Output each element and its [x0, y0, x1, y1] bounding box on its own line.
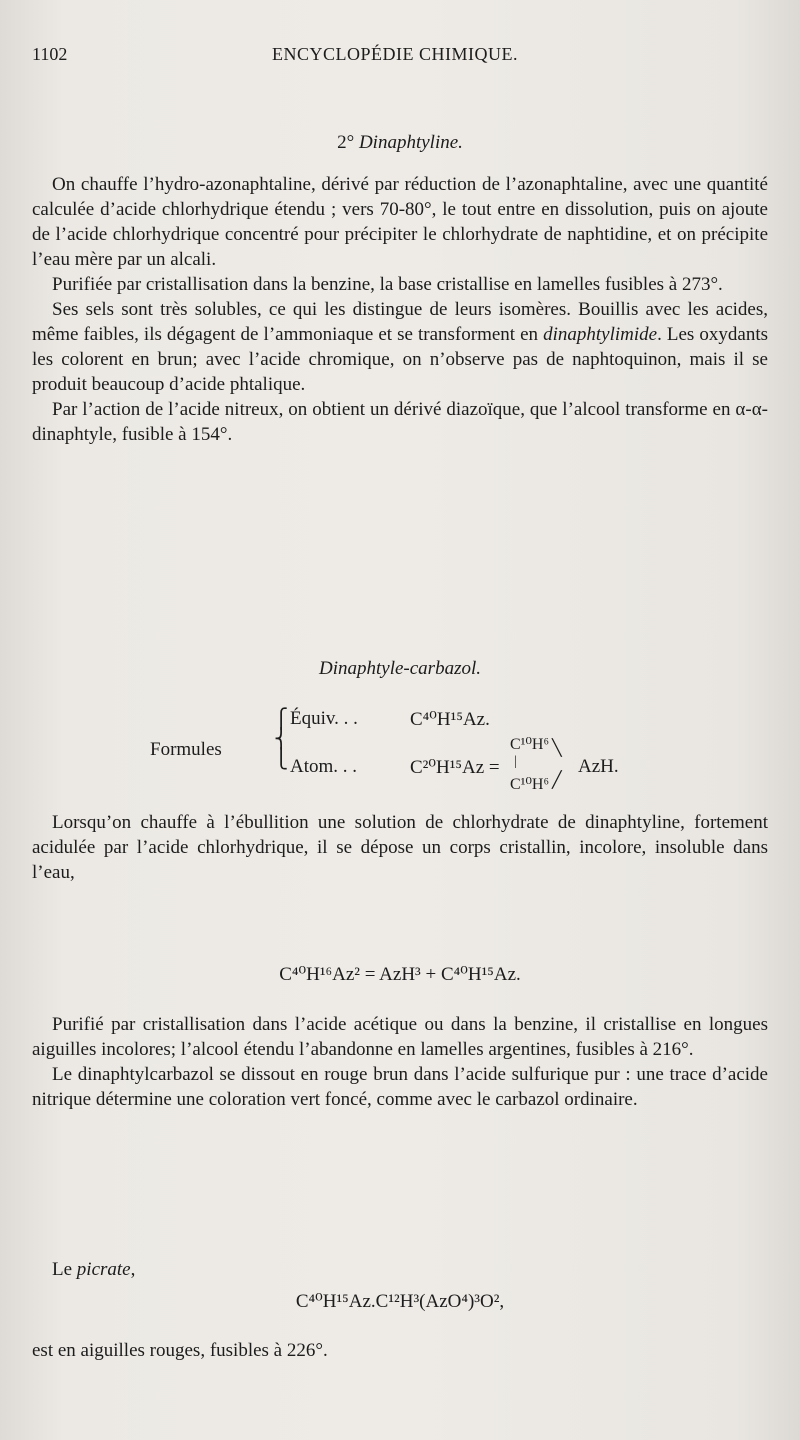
paragraph-text: Ses sels sont très solubles, ce qui les distingue de leurs isomères. Bouillis avec les acides, même faibles, ils dégagent de l’ammoniaque et se transforment en: [32, 299, 768, 345]
section-name: Dinaphtyline.: [358, 132, 463, 153]
picrate-formula: C⁴⁰H¹⁵Az.C¹²H³(AzO⁴)³O²,: [295, 1291, 505, 1312]
text-block-3: [32, 1012, 768, 1112]
atom-label: Atom. . .: [290, 756, 358, 777]
paragraph: Le dinaphtylcarbazol se dissout en rouge brun dans l’acide sulfurique pur : une trace d’acide nitrique détermine une coloration vert foncé, comme avec le carbazol ordinaire.: [32, 1064, 768, 1110]
bond-up: ╱: [552, 772, 562, 789]
bond-vertical: |: [514, 754, 517, 769]
atom-bottom: C¹⁰H⁶: [510, 776, 550, 793]
bond-down: ╲: [552, 740, 562, 757]
page-number: 1102: [32, 44, 68, 64]
paragraph: Par l’action de l’acide nitreux, on obtient un dérivé diazoïque, que l’alcool transforme en α-α-dinaphtyle, fusible à 154°.: [32, 399, 768, 445]
reaction-equation: C⁴⁰H¹⁶Az² = AzH³ + C⁴⁰H¹⁵Az.: [279, 964, 521, 985]
section-number: 2°: [337, 132, 355, 153]
section-title: [0, 132, 800, 154]
atom-formula: C²⁰H¹⁵Az =: [410, 757, 500, 778]
text-block-1: [32, 172, 768, 447]
atom-top: C¹⁰H⁶: [510, 736, 550, 753]
paragraph-text: Le: [52, 1259, 77, 1280]
text-block-2: [32, 810, 768, 885]
text-block-5: [32, 1338, 768, 1363]
paragraph: [32, 297, 768, 397]
equiv-formula: C⁴⁰H¹⁵Az.: [410, 709, 490, 730]
brace: ⎧ ⎨ ⎩: [274, 709, 289, 770]
paragraph-text: ,: [130, 1259, 136, 1280]
paragraph: [32, 1257, 768, 1282]
formulas-label: Formules: [150, 739, 222, 760]
running-title: ENCYCLOPÉDIE CHIMIQUE.: [272, 44, 518, 64]
paragraph: Lorsqu’on chauffe à l’ébullition une solution de chlorhydrate de dinaphtyline, fortement acidulée par l’acide chlorhydrique, il se dépose un corps cristallin, incolore, insoluble dans l’eau,: [32, 812, 768, 883]
page-header: [32, 44, 758, 68]
paragraph: est en aiguilles rouges, fusibles à 226°.: [32, 1340, 328, 1361]
subsection-title: Dinaphtyle-carbazol.: [318, 658, 481, 679]
paragraph: Purifiée par cristallisation dans la benzine, la base cristallise en lamelles fusibles à 273°.: [52, 274, 723, 295]
paragraph: On chauffe l’hydro-azonaphtaline, dérivé par réduction de l’azonaphtaline, avec une quantité calculée d’acide chlorhydrique étendu ; vers 70-80°, le tout entre en dissolution, puis on ajoute de l’acide chlorhydrique concentré pour précipiter le chlorhydrate de naphtidine, et on précipite l’eau mère par un alcali.: [32, 174, 768, 270]
paragraph-text: . Les oxydants les colorent en brun; avec l’acide chromique, on n’observe pas de naphtoquinon, mais il se produit beaucoup d’acide phtalique.: [32, 324, 768, 395]
equiv-label: Équiv. . .: [290, 708, 358, 729]
paragraph: Purifié par cristallisation dans l’acide acétique ou dans la benzine, il cristallise en longues aiguilles incolores; l’alcool étendu l’abandonne en lamelles argentines, fusibles à 216°.: [32, 1014, 768, 1060]
atom-right: AzH.: [578, 756, 619, 777]
text-block-4: [32, 1257, 768, 1282]
italic-term: dinaphtylimide: [543, 324, 658, 345]
italic-term: picrate: [76, 1259, 131, 1280]
